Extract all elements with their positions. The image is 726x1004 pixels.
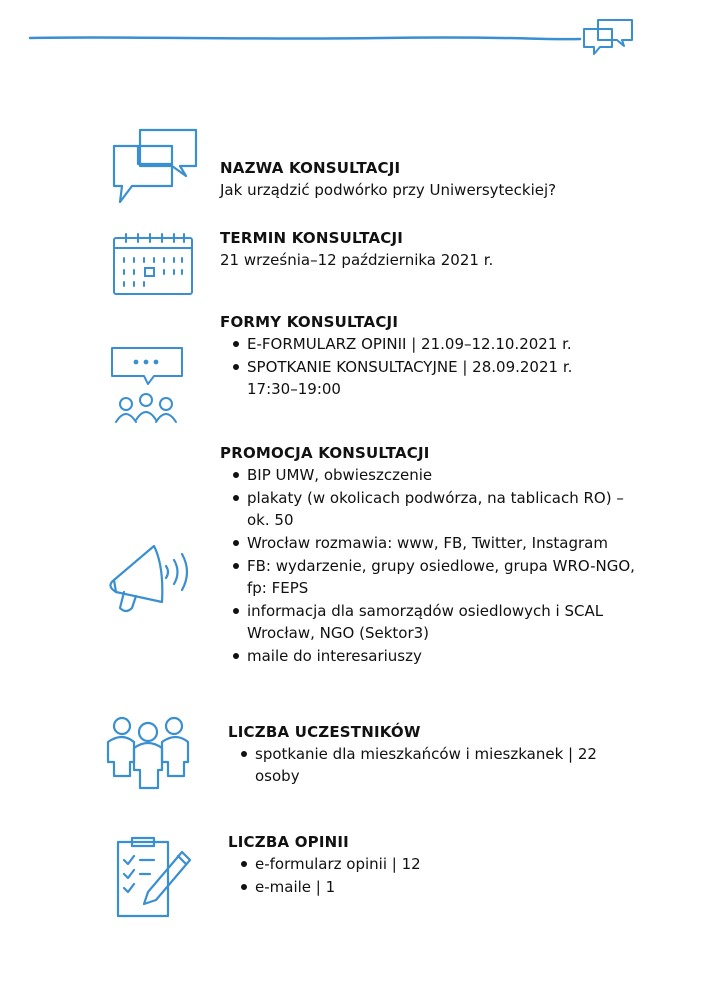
opinions-list xyxy=(228,853,608,898)
participants-list xyxy=(228,743,608,787)
section-participants-heading: LICZBA UCZESTNIKÓW xyxy=(228,723,421,741)
section-term-heading: TERMIN KONSULTACJI xyxy=(220,229,404,247)
list-item: e-formularz opinii | 12 xyxy=(255,853,608,875)
checklist-pen-icon xyxy=(110,832,194,922)
forms-item-label: E-FORMULARZ OPINII xyxy=(247,335,407,353)
calendar-icon xyxy=(110,232,196,298)
header-line xyxy=(0,0,726,70)
forms-item-detail: | 28.09.2021 r. 17:30–19:00 xyxy=(247,358,573,398)
forms-item-detail: | 21.09–12.10.2021 r. xyxy=(406,335,572,353)
list-item: informacja dla samorządów osiedlowych i SCAL Wrocław, NGO (Sektor3) xyxy=(247,600,640,644)
megaphone-icon xyxy=(104,540,194,624)
speech-bubbles-icon xyxy=(108,126,204,206)
section-name-heading: NAZWA KONSULTACJI xyxy=(220,159,401,177)
section-opinions xyxy=(228,831,608,899)
list-item: e-maile | 1 xyxy=(255,876,608,898)
section-participants xyxy=(228,721,608,788)
section-term-text: 21 września–12 października 2021 r. xyxy=(220,251,494,269)
section-promotion-heading: PROMOCJA KONSULTACJI xyxy=(220,444,430,462)
list-item xyxy=(247,356,610,400)
list-item xyxy=(247,333,610,355)
people-icon xyxy=(104,710,194,794)
list-item: Wrocław rozmawia: www, FB, Twitter, Instagram xyxy=(247,532,640,554)
meeting-icon xyxy=(108,344,188,428)
forms-list xyxy=(220,333,610,400)
section-name xyxy=(220,157,680,201)
section-forms xyxy=(220,311,610,401)
list-item: BIP UMW, obwieszczenie xyxy=(247,464,640,486)
section-opinions-heading: LICZBA OPINII xyxy=(228,833,349,851)
list-item: spotkanie dla mieszkańców i mieszkanek | 22 osoby xyxy=(255,743,608,787)
promotion-list xyxy=(220,464,640,667)
forms-item-label: SPOTKANIE KONSULTACYJNE xyxy=(247,358,458,376)
list-item: plakaty (w okolicach podwórza, na tablicach RO) – ok. 50 xyxy=(247,487,640,531)
list-item: maile do interesariuszy xyxy=(247,645,640,667)
section-promotion xyxy=(220,442,640,668)
speech-bubbles-icon xyxy=(584,20,632,54)
section-name-text: Jak urządzić podwórko przy Uniwersyteckiej? xyxy=(220,181,557,199)
section-term xyxy=(220,227,680,271)
section-forms-heading: FORMY KONSULTACJI xyxy=(220,313,399,331)
list-item: FB: wydarzenie, grupy osiedlowe, grupa WRO-NGO, fp: FEPS xyxy=(247,555,640,599)
